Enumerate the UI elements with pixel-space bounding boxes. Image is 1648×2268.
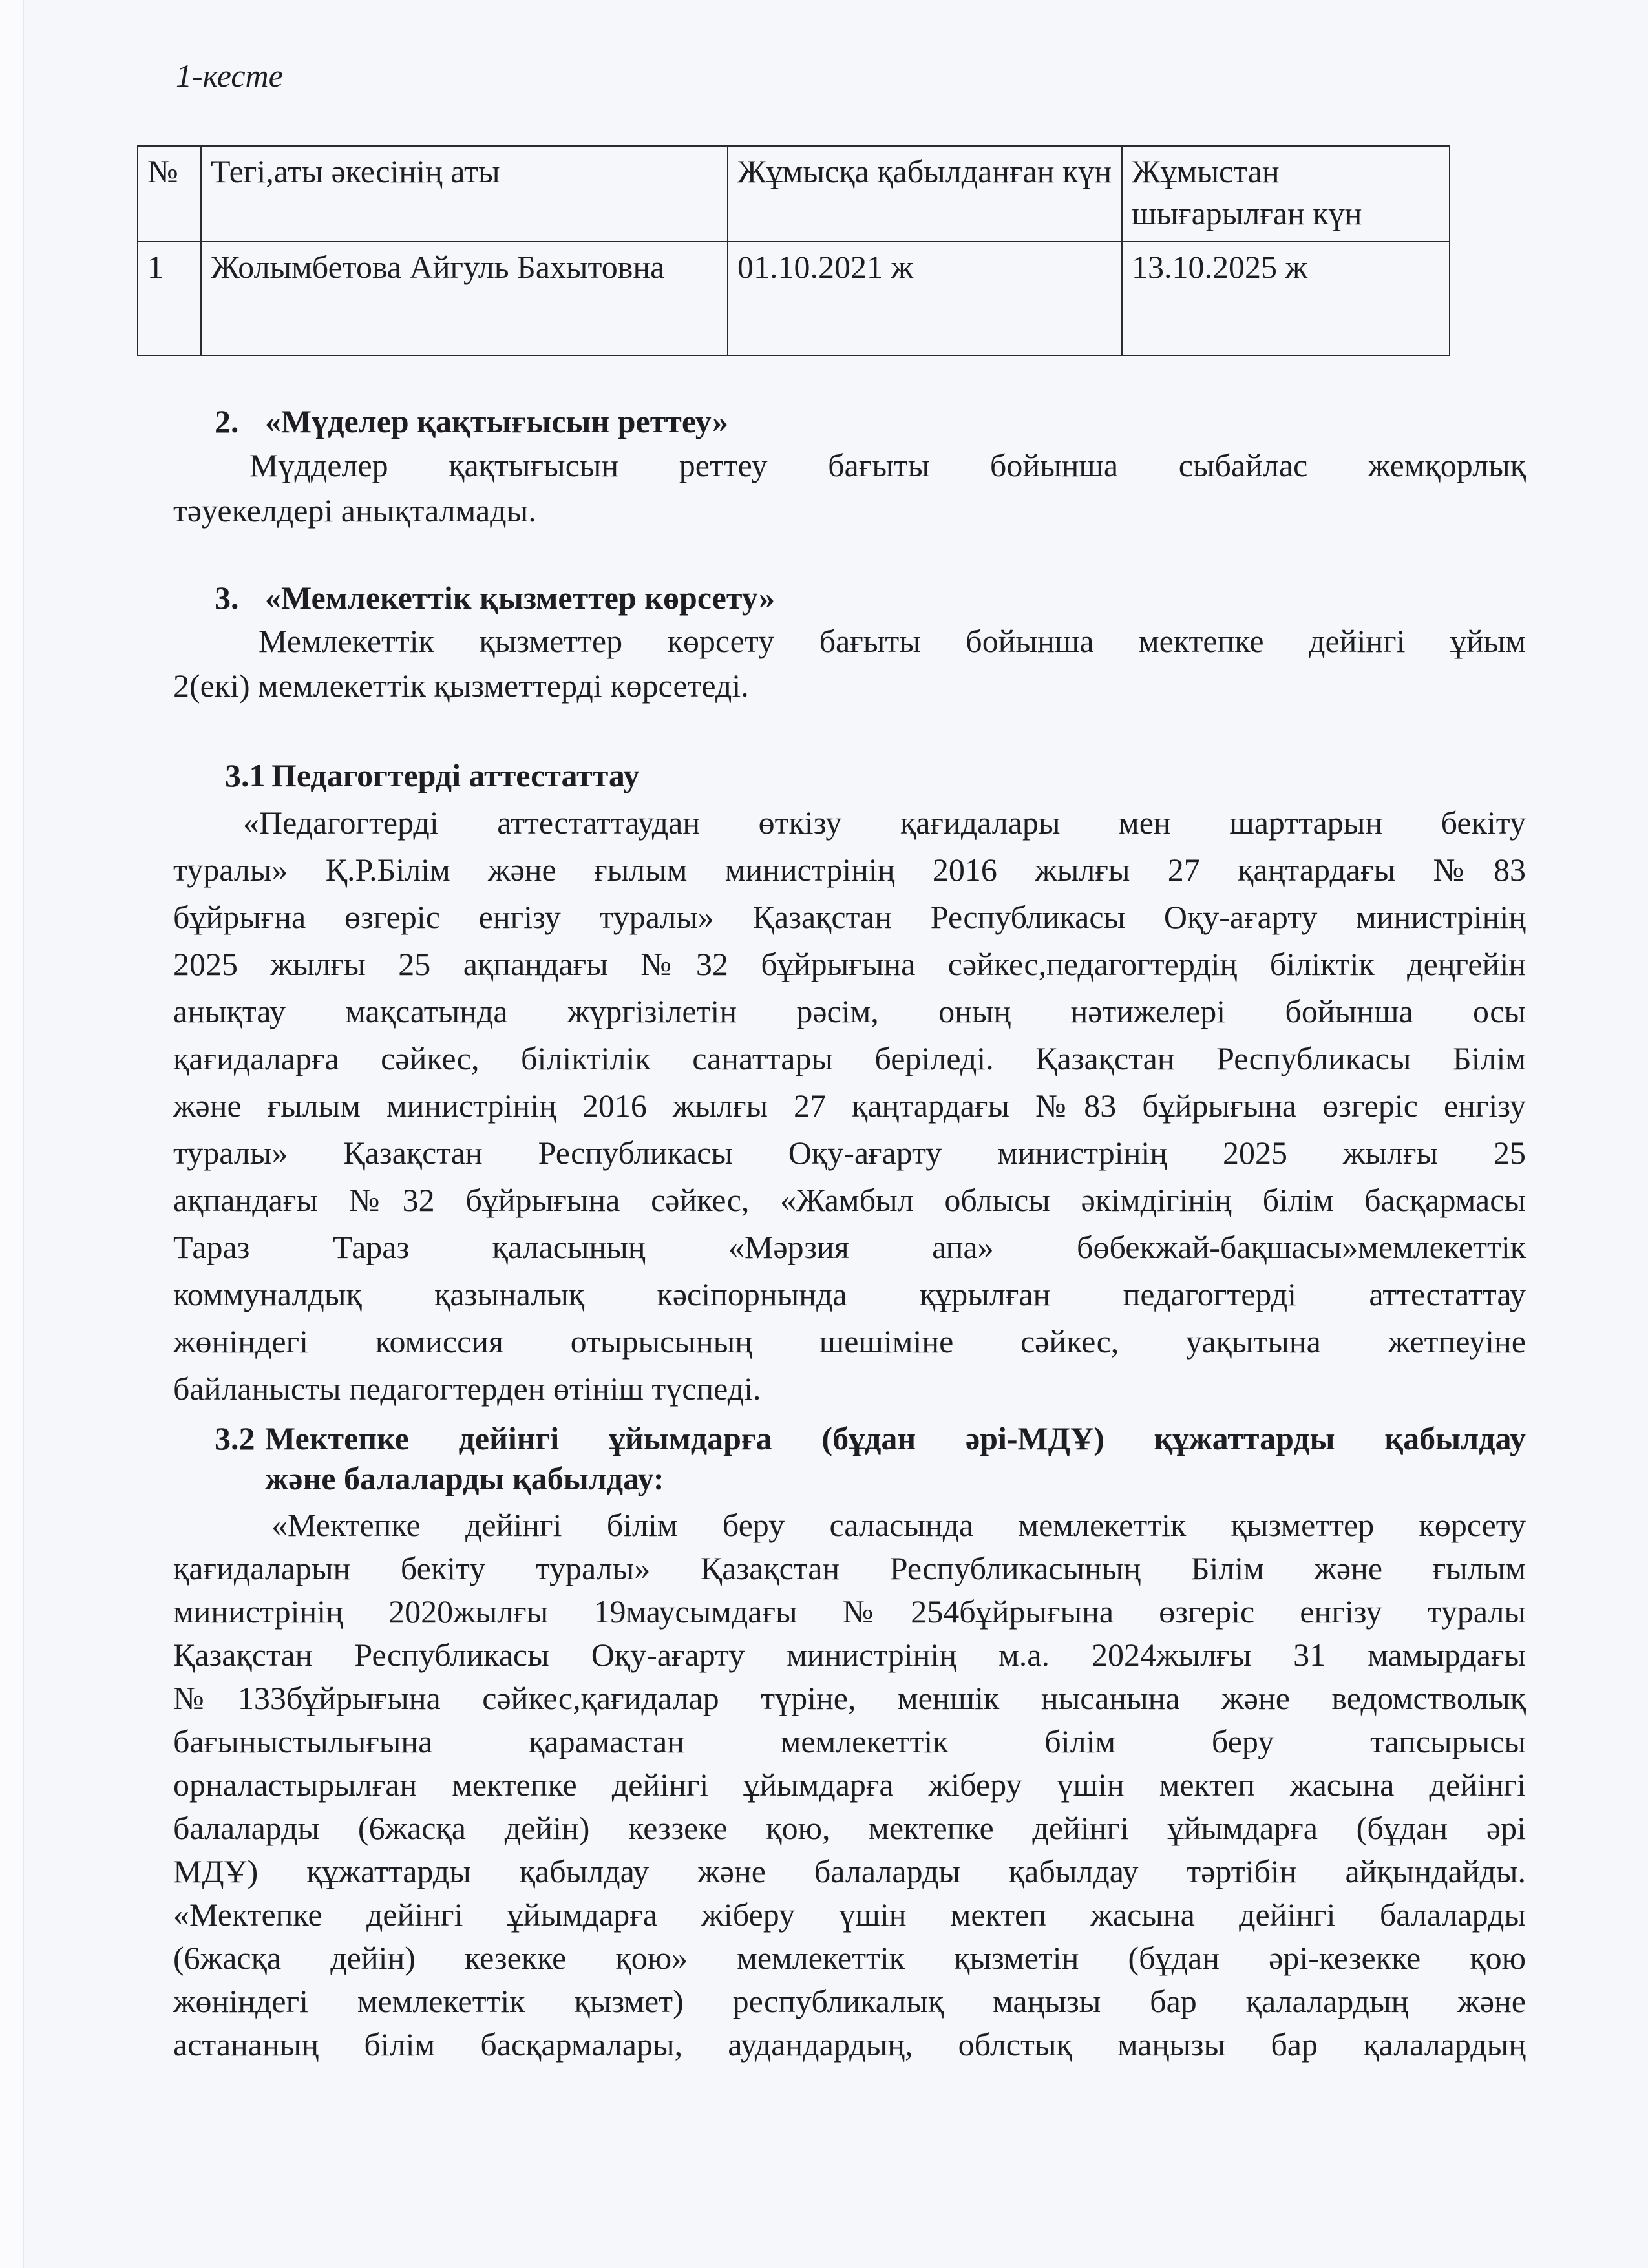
section-3-2-title-line-1	[215, 1419, 1526, 1458]
column-header-hire-date: Жұмысқа қабылданған күн	[728, 146, 1122, 242]
section-3-1-line: жөніндегі комиссия отырысының шешіміне сәйкес, уақытына жетпеуіне	[173, 1323, 1526, 1360]
section-2-heading	[215, 402, 728, 441]
cell-full-name: Жолымбетова Айгуль Бахытовна	[201, 242, 728, 355]
section-3-2-line: астананың білім басқармалары, аудандардың, облстық маңызы бар қалалардың	[173, 2026, 1526, 2063]
section-3-1-title: Педагогтерді аттестаттау	[271, 757, 640, 793]
section-3-2-number: 3.2	[215, 1420, 255, 1456]
section-2-number: 2.	[215, 403, 239, 439]
section-3-1-number: 3.1	[225, 757, 266, 793]
table-caption: 1-кесте	[176, 58, 283, 94]
section-3-2-line: «Мектепке дейінгі ұйымдарға жіберу үшін мектеп жасына дейінгі балаларды	[173, 1896, 1526, 1933]
section-3-line: Мемлекеттік қызметтер көрсету бағыты бойынша мектепке дейінгі ұйым	[259, 623, 1526, 659]
section-3-2-line: (6жасқа дейін) кезекке қою» мемлекеттік қызметін (бұдан әрі-кезекке қою	[173, 1940, 1526, 1976]
section-3-line: 2(екі) мемлекеттік қызметтерді көрсетеді.	[173, 667, 749, 704]
section-3-2-line: №133бұйрығына сәйкес,қағидалар түріне, меншік нысанына және ведомстволық	[173, 1680, 1526, 1716]
section-3-1-line: ақпандағы №32 бұйрығына сәйкес, «Жамбыл облысы әкімдігінің білім басқармасы	[173, 1182, 1526, 1218]
section-3-2-line: қағидаларын бекіту туралы» Қазақстан Республикасының Білім және ғылым	[173, 1550, 1526, 1586]
staff-table	[137, 145, 1450, 356]
column-header-full-name: Тегі,аты әкесінің аты	[201, 146, 728, 242]
section-3-1-line: 2025 жылғы 25 ақпандағы №32 бұйрығына сәйкес,педагогтердің біліктік деңгейін	[173, 946, 1526, 982]
section-3-heading	[215, 578, 775, 617]
section-3-2-line: министрінің 2020жылғы 19маусымдағы №254бұйрығына өзгеріс енгізу туралы	[173, 1593, 1526, 1630]
section-3-2-line: Қазақстан Республикасы Оқу-ағарту министрінің м.а. 2024жылғы 31 мамырдағы	[173, 1637, 1526, 1673]
section-3-2-line: МДҰ) құжаттарды қабылдау және балаларды қабылдау тәртібін айқындайды.	[173, 1853, 1526, 1889]
section-3-2-title: Мектепке дейінгі ұйымдарға (бұдан әрі-МДҰ) құжаттарды қабылдау	[265, 1420, 1526, 1456]
section-3-title: «Мемлекеттік қызметтер көрсету»	[265, 580, 775, 616]
section-2-line: Мүдделер қақтығысын реттеу бағыты бойынша сыбайлас жемқорлық	[249, 447, 1526, 483]
cell-hire-date: 01.10.2021 ж	[728, 242, 1122, 355]
section-2-title: «Мүделер қақтығысын реттеу»	[265, 403, 729, 439]
section-3-2-line: «Мектепке дейінгі білім беру саласында мемлекеттік қызметтер көрсету	[271, 1507, 1526, 1543]
table-row	[138, 242, 1450, 355]
section-3-1-line: туралы» Қазақстан Республикасы Оқу-ағарту министрінің 2025 жылғы 25	[173, 1135, 1526, 1171]
section-3-1-line: «Педагогтерді аттестаттаудан өткізу қағидалары мен шарттарын бекіту	[243, 804, 1526, 841]
section-3-1-line: бұйрығна өзгеріс енгізу туралы» Қазақстан Республикасы Оқу-ағарту министрінің	[173, 899, 1526, 935]
section-3-2-title-line-2: және балаларды қабылдау:	[265, 1460, 664, 1496]
cell-dismissal-date: 13.10.2025 ж	[1122, 242, 1450, 355]
section-3-1-line: және ғылым министрінің 2016 жылғы 27 қаңтардағы №83 бұйрығына өзгеріс енгізу	[173, 1087, 1526, 1124]
section-3-1-line: Тараз Тараз қаласының «Мәрзия апа» бөбекжай-бақшасы»мемлекеттік	[173, 1229, 1526, 1265]
section-3-2-line: жөніндегі мемлекеттік қызмет) республикалық маңызы бар қалалардың және	[173, 1983, 1526, 2019]
section-3-2-heading	[215, 1419, 1526, 1458]
cell-number: 1	[138, 242, 201, 355]
section-3-1-heading	[225, 756, 639, 795]
section-3-1-line: коммуналдық қазыналық кәсіпорнында құрылған педагогтерді аттестаттау	[173, 1276, 1526, 1312]
section-3-2-line: балаларды (6жасқа дейін) кеззеке қою, мектепке дейінгі ұйымдарға (бұдан әрі	[173, 1810, 1526, 1846]
table-header-row	[138, 146, 1450, 242]
section-3-number: 3.	[215, 580, 239, 616]
section-3-2-line: бағыныстылығына қарамастан мемлекеттік білім беру тапсырысы	[173, 1723, 1526, 1759]
column-header-dismissal-date: Жұмыстан шығарылған күн	[1122, 146, 1450, 242]
section-3-1-line: қағидаларға сәйкес, біліктілік санаттары беріледі. Қазақстан Республикасы Білім	[173, 1040, 1526, 1076]
section-3-2-line: орналастырылған мектепке дейінгі ұйымдарға жіберу үшін мектеп жасына дейінгі	[173, 1767, 1526, 1803]
column-header-number: №	[138, 146, 201, 242]
section-3-1-line: анықтау мақсатында жүргізілетін рәсім, оның нәтижелері бойынша осы	[173, 993, 1526, 1029]
section-2-line: тәуекелдері анықталмады.	[173, 492, 536, 529]
section-3-1-line: туралы» Қ.Р.Білім және ғылым министрінің 2016 жылғы 27 қаңтардағы №83	[173, 852, 1526, 888]
section-3-1-line: байланысты педагогтерден өтініш түспеді.	[173, 1370, 761, 1407]
